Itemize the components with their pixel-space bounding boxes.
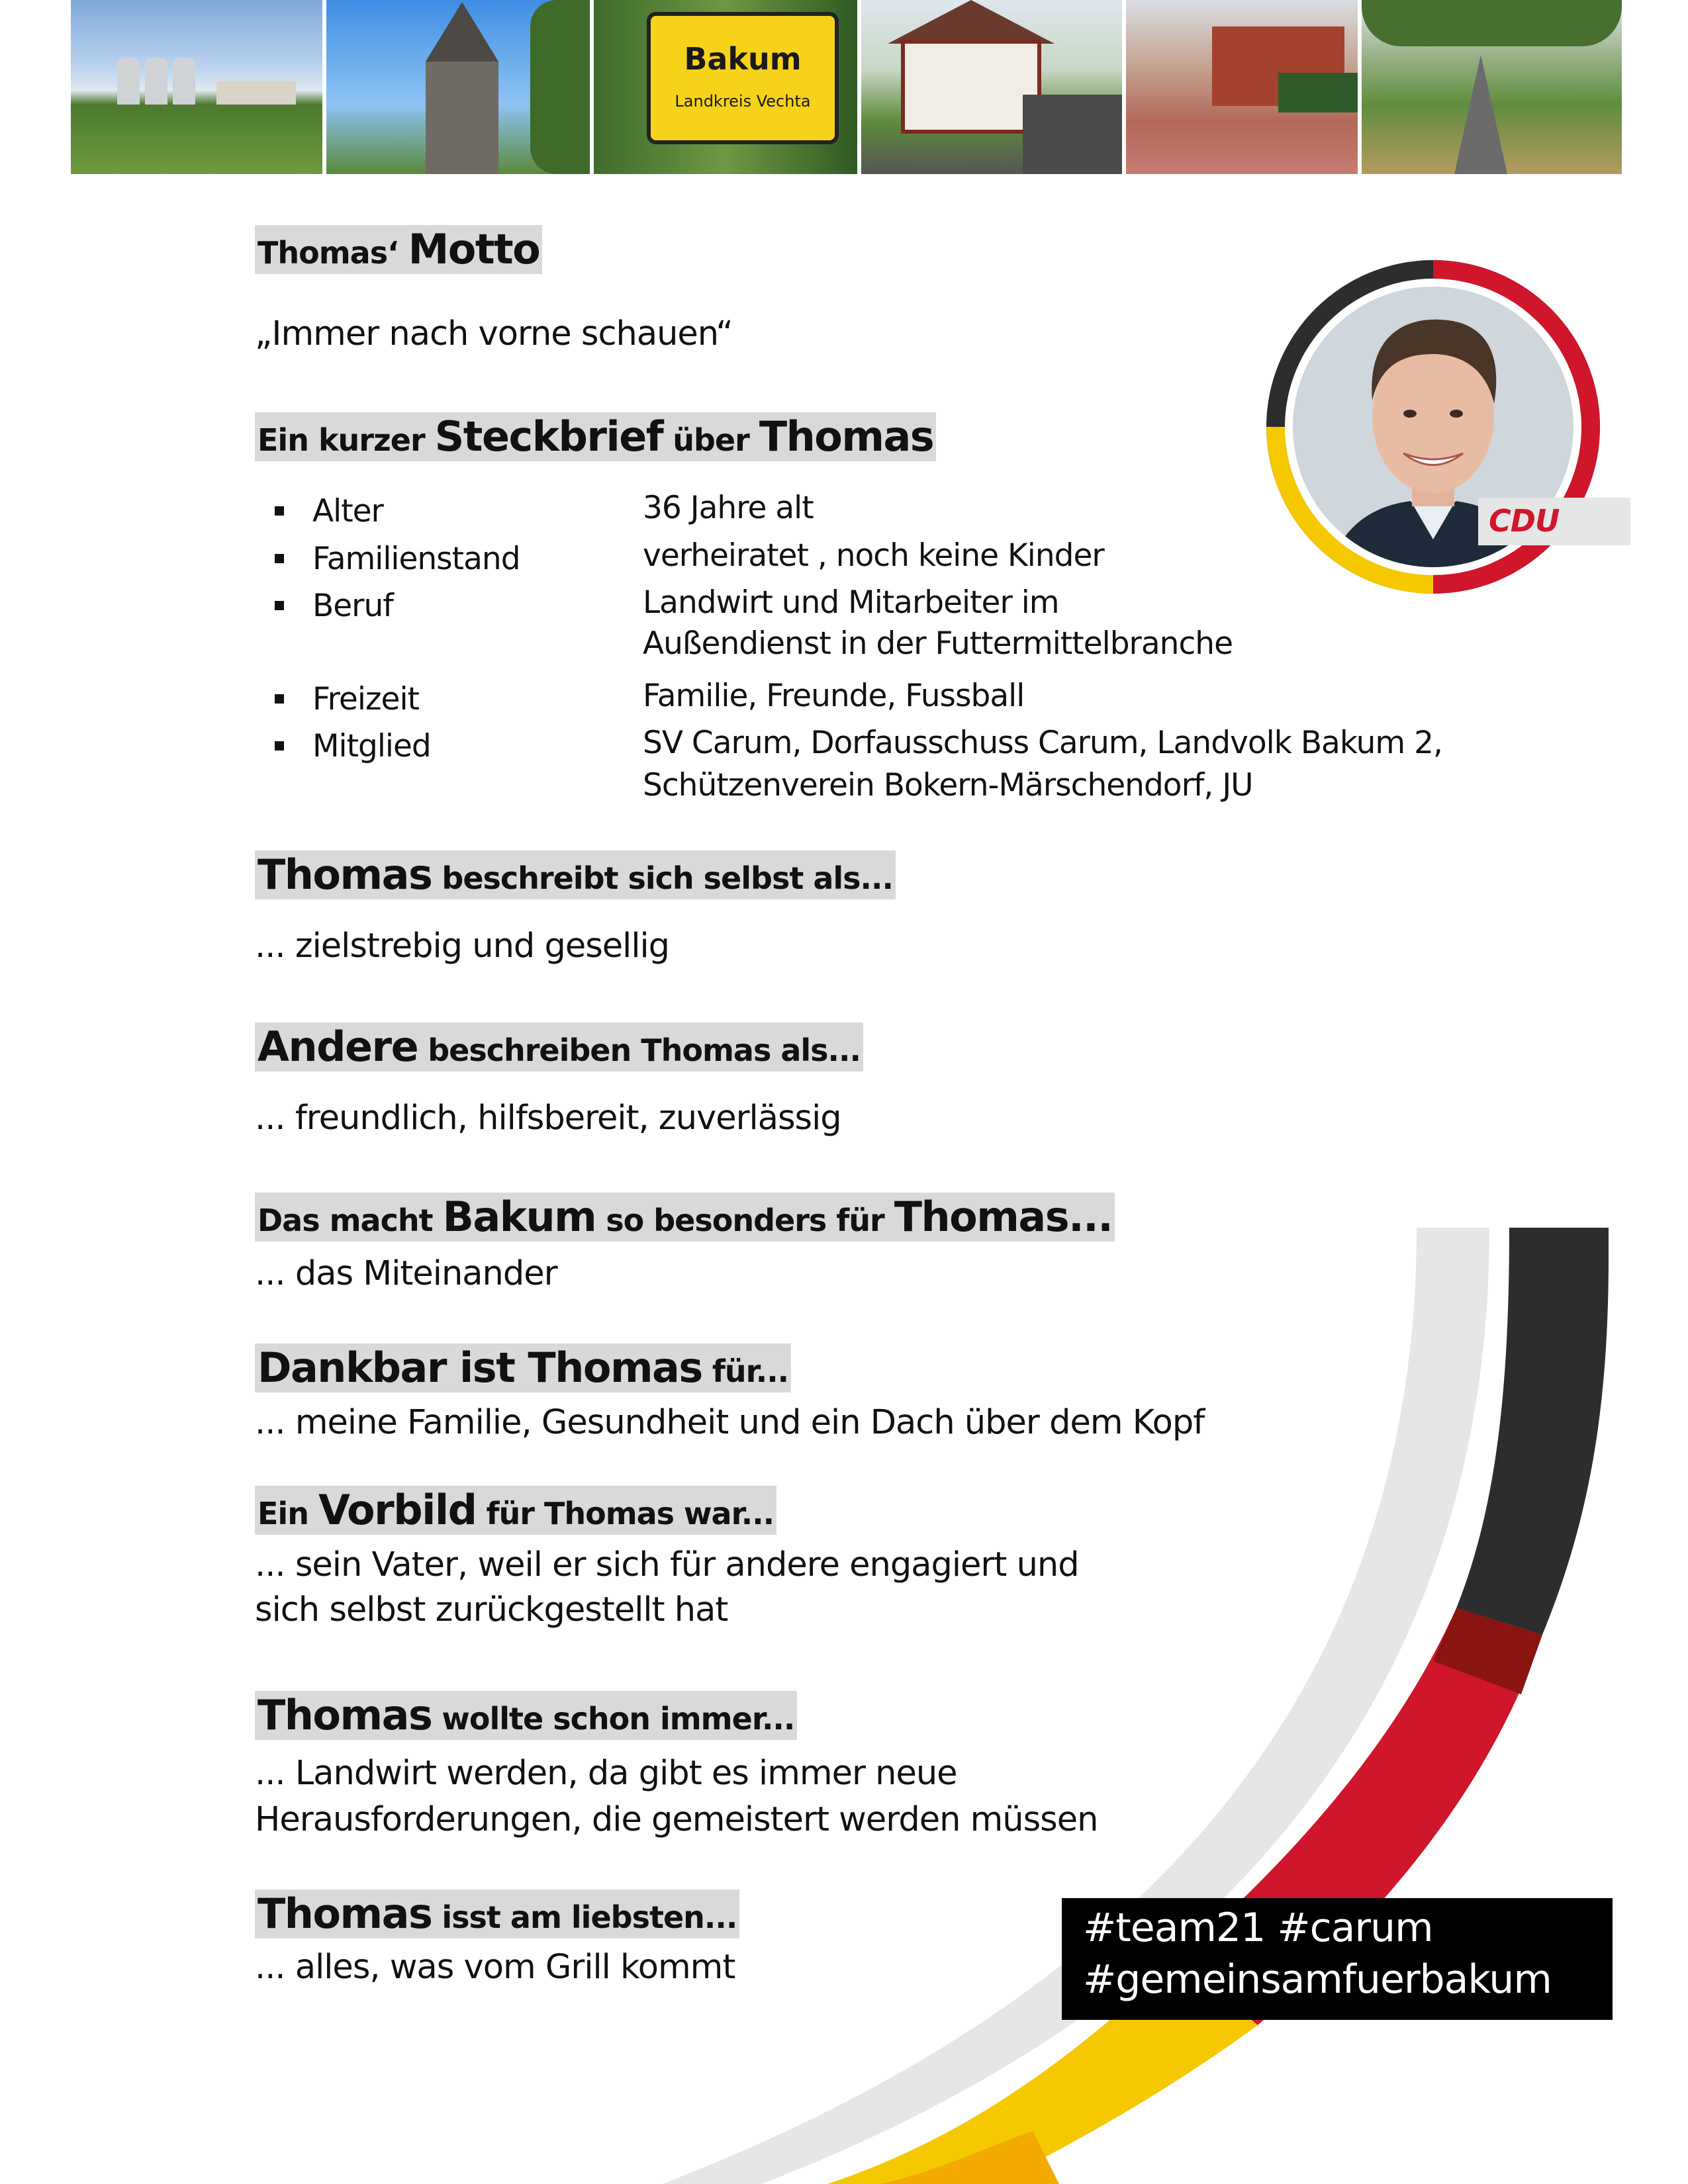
heading-part: wollte schon immer...	[432, 1701, 795, 1737]
list-item-value: 36 Jahre alt	[643, 490, 814, 526]
list-item-value: SV Carum, Dorfausschuss Carum, Landvolk Bakum 2,	[643, 725, 1442, 761]
town-sign-title: Bakum	[684, 41, 802, 77]
list-item-key: Mitglied	[312, 728, 431, 764]
farmhouse-roof-shape	[888, 0, 1055, 44]
banner-photo-street	[1126, 0, 1358, 174]
grateful-text: ... meine Familie, Gesundheit und ein Dach über dem Kopf	[255, 1403, 1205, 1442]
silo-shape	[117, 58, 140, 105]
always-wanted-text-line1: ... Landwirt werden, da gibt es immer neue	[255, 1754, 957, 1793]
role-model-heading	[255, 1486, 776, 1535]
profile-heading	[255, 412, 936, 461]
self-description-text: ... zielstrebig und gesellig	[255, 927, 670, 966]
road-shape	[1023, 95, 1122, 174]
special-heading	[255, 1193, 1115, 1242]
always-wanted-heading	[255, 1691, 797, 1740]
list-item-key: Freizeit	[312, 681, 419, 717]
special-text: ... das Miteinander	[255, 1254, 557, 1293]
farm-hall-shape	[216, 81, 296, 105]
heading-part: Ein	[258, 1496, 318, 1531]
church-tower-shape	[426, 62, 498, 174]
bullet-square-icon	[275, 741, 284, 751]
bullet-square-icon	[275, 506, 284, 516]
bullet-square-icon	[275, 694, 284, 704]
role-model-text-line2: sich selbst zurückgestellt hat	[255, 1590, 728, 1629]
hashtag-line: #team21 #carum	[1083, 1905, 1433, 1951]
motto-heading	[255, 225, 542, 274]
heading-part: für Thomas war...	[476, 1496, 774, 1531]
grateful-heading	[255, 1343, 791, 1392]
others-description-text: ... freundlich, hilfsbereit, zuverlässig	[255, 1099, 841, 1138]
heading-part: isst am liebsten...	[432, 1899, 737, 1935]
banner-photo-farm	[71, 0, 322, 174]
hashtag-line: #gemeinsamfuerbakum	[1083, 1956, 1552, 2003]
heading-part: für...	[702, 1353, 789, 1389]
list-item-key: Beruf	[312, 588, 393, 624]
self-description-heading	[255, 850, 896, 899]
heading-part: beschreiben Thomas als...	[418, 1032, 861, 1068]
list-item-value: verheiratet , noch keine Kinder	[643, 537, 1104, 574]
bullet-square-icon	[275, 554, 284, 563]
photo-banner	[71, 0, 1622, 174]
heading-part: Vorbild	[318, 1486, 477, 1534]
list-item-value: Familie, Freunde, Fussball	[643, 678, 1025, 714]
banner-photo-farmhouse	[861, 0, 1122, 174]
heading-part: Thomas	[258, 850, 432, 899]
list-item-key: Familienstand	[312, 541, 520, 577]
role-model-text-line1: ... sein Vater, weil er sich für andere engagiert und	[255, 1545, 1079, 1584]
motto-text: „Immer nach vorne schauen“	[255, 314, 733, 353]
farmhouse-shape	[901, 40, 1041, 134]
road-shape	[1454, 55, 1507, 174]
party-badge	[1478, 498, 1630, 545]
heading-part: Dankbar ist Thomas	[258, 1343, 702, 1392]
list-item-value-continued: Schützenverein Bokern-Märschendorf, JU	[643, 767, 1253, 803]
candidate-portrait	[1261, 255, 1605, 599]
party-logo-text: CDU	[1489, 503, 1560, 539]
motto-heading-small: Thomas‘	[258, 235, 408, 271]
list-item-key: Alter	[312, 493, 383, 529]
always-wanted-text-line2: Herausforderungen, die gemeistert werden müssen	[255, 1800, 1098, 1839]
bullet-square-icon	[275, 601, 284, 610]
list-item-value-continued: Außendienst in der Futtermittelbranche	[643, 625, 1233, 662]
others-description-heading	[255, 1023, 863, 1071]
profile-heading-part: über	[663, 422, 759, 458]
banner-photo-church	[326, 0, 590, 174]
motto-heading-big: Motto	[408, 225, 540, 273]
heading-part: so besonders für	[596, 1203, 894, 1238]
tree-row-shape	[1362, 0, 1622, 46]
profile-heading-part: Ein kurzer	[258, 422, 435, 458]
heading-part: Thomas	[258, 1691, 432, 1739]
list-item-value: Landwirt und Mitarbeiter im	[643, 584, 1059, 621]
heading-part: beschreibt sich selbst als...	[432, 860, 893, 896]
silo-shape	[145, 58, 167, 105]
favorite-food-text: ... alles, was vom Grill kommt	[255, 1948, 735, 1987]
tree-shape	[530, 0, 590, 174]
hedge-shape	[1278, 73, 1358, 113]
town-sign-subtitle: Landkreis Vechta	[675, 92, 811, 111]
town-sign	[647, 12, 839, 144]
banner-photo-town-sign	[594, 0, 857, 174]
favorite-food-heading	[255, 1889, 739, 1938]
heading-part: Andere	[258, 1023, 418, 1071]
profile-heading-part: Steckbrief	[434, 412, 663, 461]
heading-part: Thomas...	[894, 1193, 1113, 1241]
profile-heading-part: Thomas	[759, 412, 934, 461]
heading-part: Das macht	[258, 1203, 443, 1238]
banner-photo-country-road	[1362, 0, 1622, 174]
silo-shape	[173, 58, 195, 105]
church-spire-shape	[426, 2, 498, 62]
heading-part: Thomas	[258, 1889, 432, 1938]
hashtag-box	[1062, 1898, 1613, 2020]
heading-part: Bakum	[442, 1193, 596, 1241]
